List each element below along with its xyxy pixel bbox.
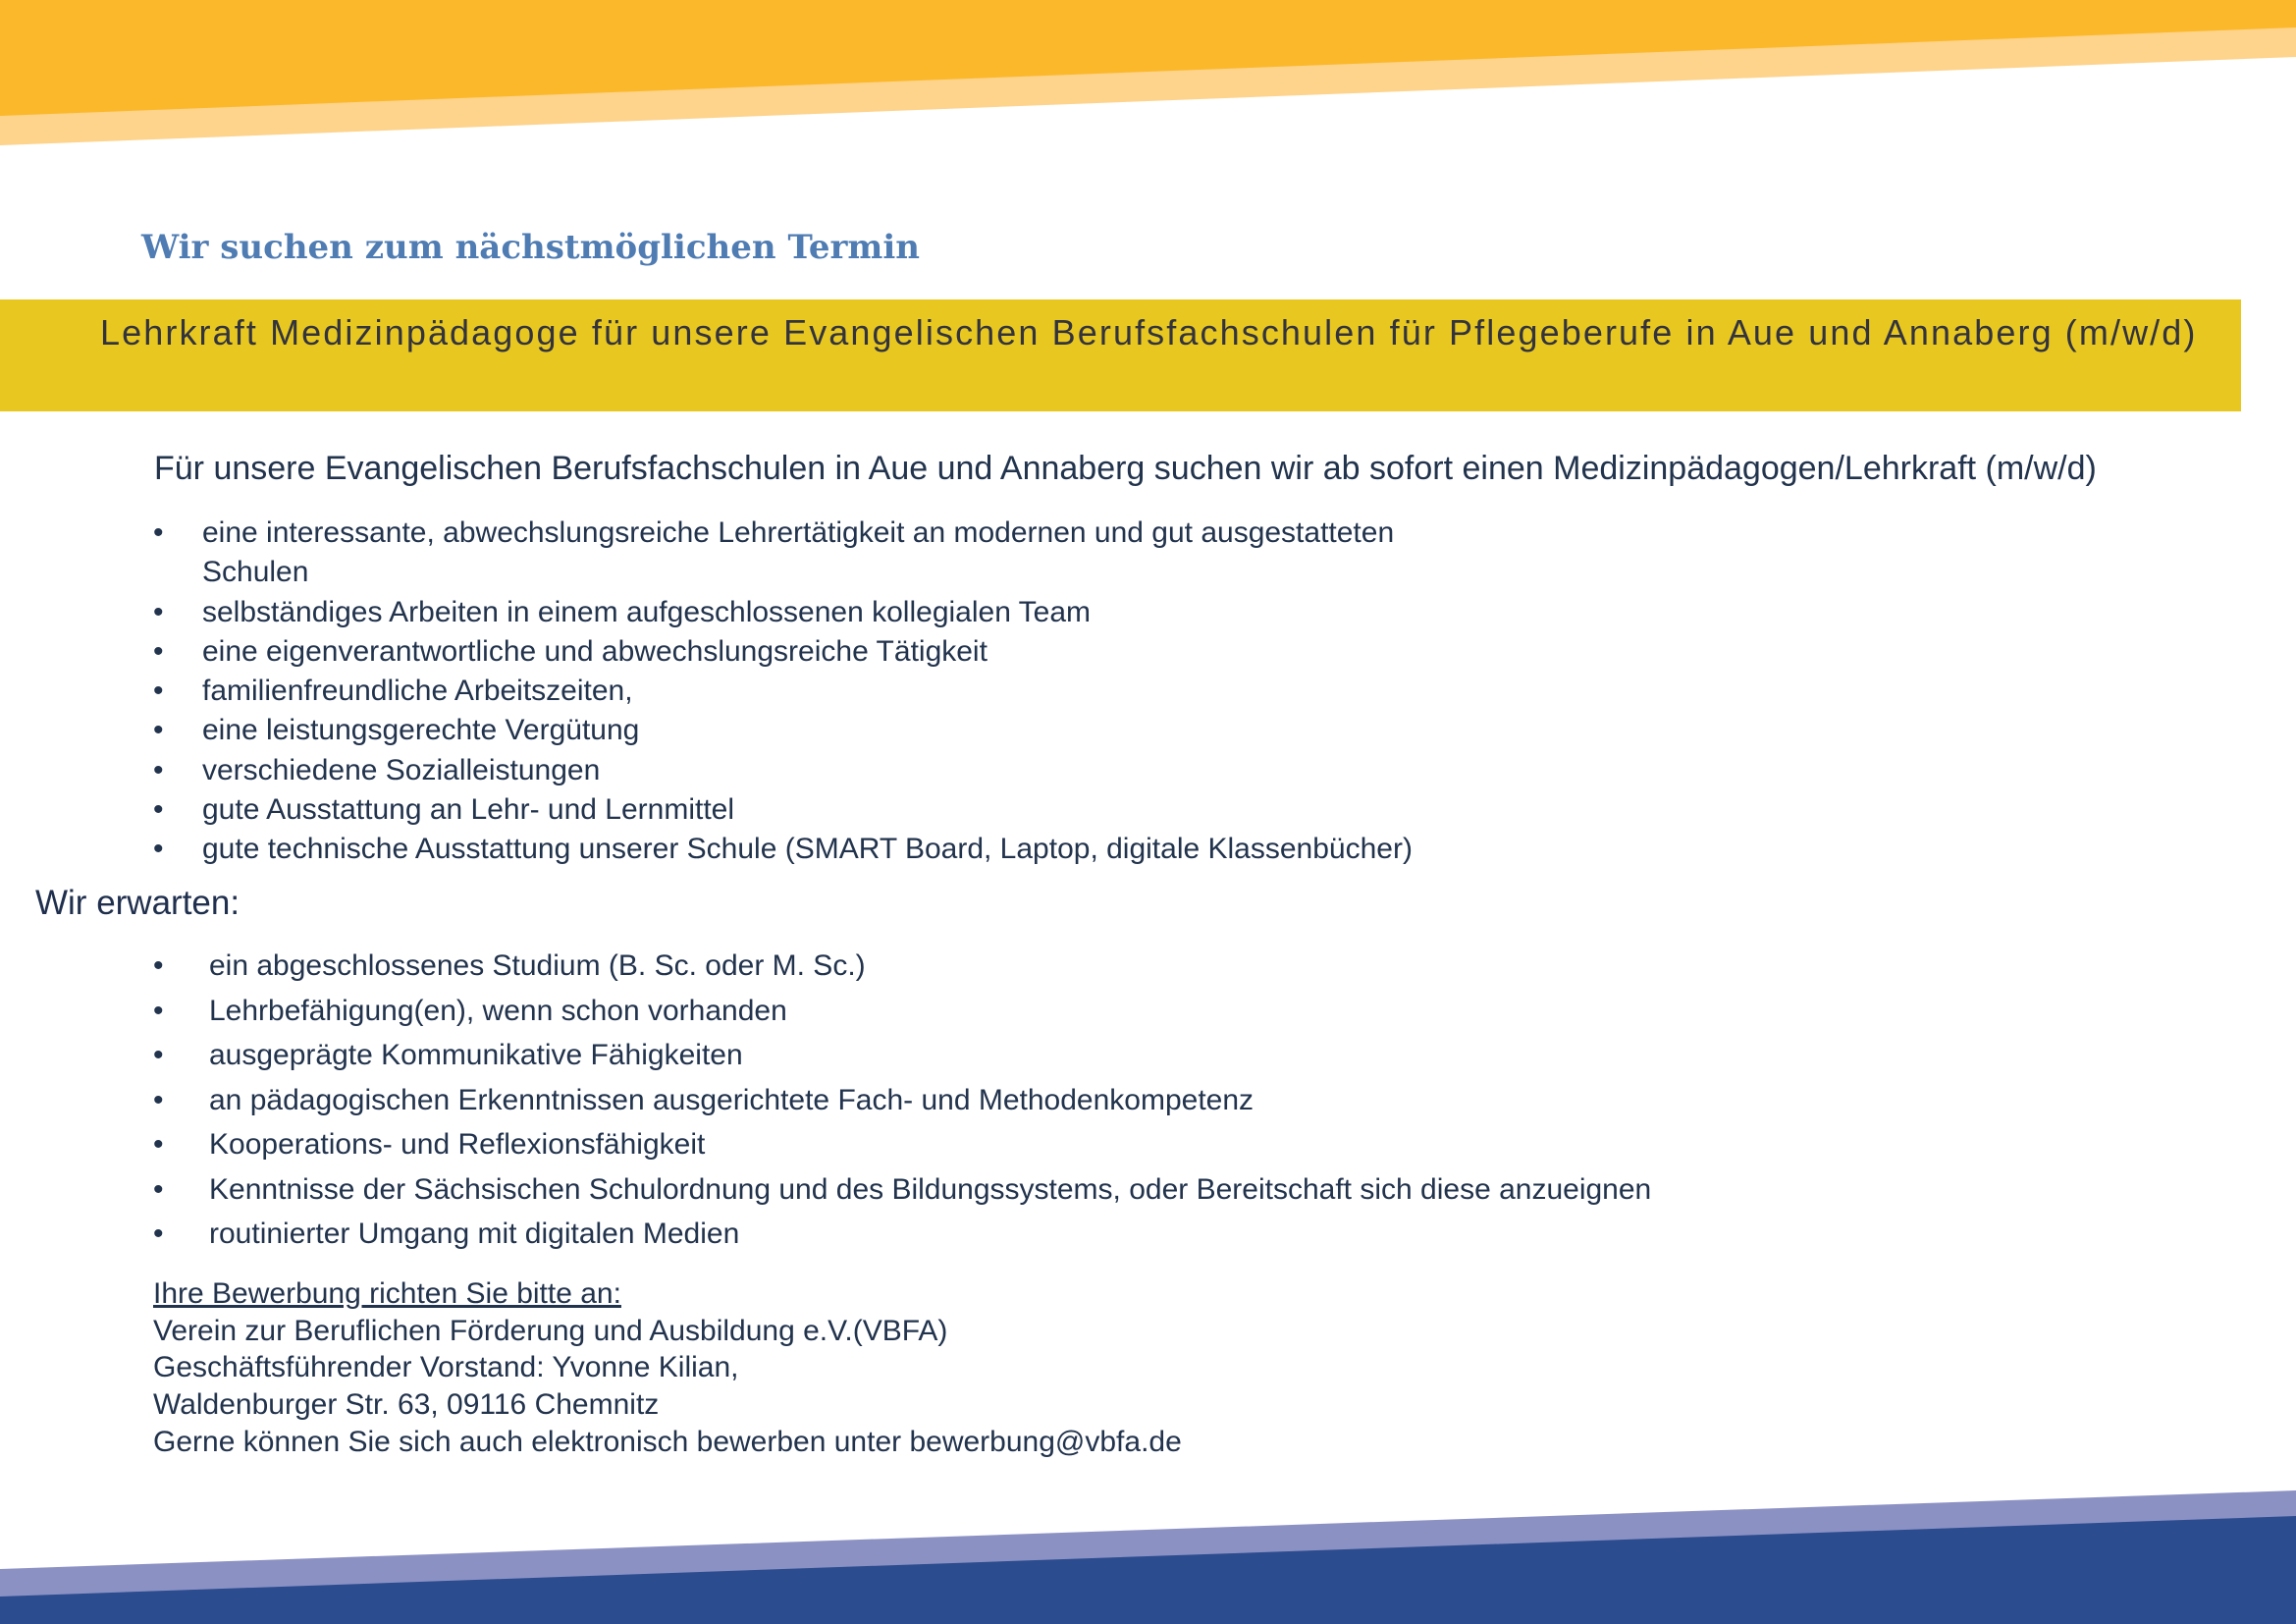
list-item-text: verschiedene Sozialleistungen	[202, 753, 601, 786]
bullet-icon: •	[153, 675, 164, 708]
offer-intro: Für unsere Evangelischen Berufsfachschulen in Aue und Annaberg suchen wir ab sofort einen Medizinpädagogen/Lehrkraft (m/w/d)	[154, 450, 2097, 487]
list-item-text: selbständiges Arbeiten in einem aufgeschlossenen kollegialen Team	[202, 595, 1092, 628]
job-title: Lehrkraft Medizinpädagoge für unsere Evangelischen Berufsfachschulen für Pflegeberufe in Aue und Annaberg (m/w/d)	[100, 312, 2198, 352]
list-item-text: Lehrbefähigung(en), wenn schon vorhanden	[209, 994, 787, 1027]
list-item	[153, 514, 1413, 593]
contact-organization: Verein zur Beruflichen Förderung und Ausbildung e.V.(VBFA)	[153, 1314, 948, 1347]
list-item	[153, 1122, 1651, 1167]
contact-heading: Ihre Bewerbung richten Sie bitte an:	[153, 1277, 621, 1310]
bullet-icon: •	[153, 1083, 164, 1116]
list-item	[153, 632, 1413, 672]
bottom-band-light	[0, 1490, 2296, 1624]
bullet-icon: •	[153, 1128, 164, 1161]
list-item-text: eine interessante, abwechslungsreiche Lehrertätigkeit an modernen und gut ausgestatteten	[202, 516, 1395, 549]
offer-list	[153, 514, 1413, 870]
contact-board: Geschäftsführender Vorstand: Yvonne Kilian,	[153, 1351, 739, 1384]
list-item-text: gute Ausstattung an Lehr- und Lernmittel	[202, 793, 735, 827]
list-item-text: an pädagogischen Erkenntnissen ausgerichtete Fach- und Methodenkompetenz	[209, 1083, 1255, 1116]
list-item	[153, 672, 1413, 711]
bullet-icon: •	[153, 793, 164, 827]
list-item-text: gute technische Ausstattung unserer Schule (SMART Board, Laptop, digitale Klassenbücher)	[202, 833, 1413, 866]
top-band-light	[0, 0, 2296, 145]
list-item-text: routinierter Umgang mit digitalen Medien	[209, 1218, 740, 1250]
expectations-heading: Wir erwarten:	[35, 884, 240, 922]
bullet-icon: •	[153, 833, 164, 866]
list-item	[153, 830, 1413, 869]
bullet-icon: •	[153, 634, 164, 668]
bullet-icon: •	[153, 1172, 164, 1206]
list-item-text: Kooperations- und Reflexionsfähigkeit	[209, 1128, 706, 1161]
list-item	[153, 1033, 1651, 1078]
list-item-text: eine eigenverantwortliche und abwechslungsreiche Tätigkeit	[202, 634, 988, 668]
list-item	[153, 593, 1413, 632]
bullet-icon: •	[153, 949, 164, 982]
contact-block	[153, 1275, 1182, 1461]
bullet-icon: •	[153, 516, 164, 549]
list-item-text: Kenntnisse der Sächsischen Schulordnung und des Bildungssystems, oder Bereitschaft sich diese anzueignen	[209, 1172, 1652, 1206]
list-item-text-continued: Schulen	[202, 556, 309, 589]
list-item	[153, 711, 1413, 750]
list-item	[153, 1078, 1651, 1123]
contact-email-line: Gerne können Sie sich auch elektronisch bewerben unter bewerbung@vbfa.de	[153, 1425, 1182, 1458]
top-decorative-band	[0, 0, 2296, 157]
bullet-icon: •	[153, 1039, 164, 1071]
list-item	[153, 944, 1651, 989]
expectations-list	[153, 944, 1651, 1257]
list-item	[153, 790, 1413, 830]
top-band	[0, 0, 2296, 116]
bullet-icon: •	[153, 595, 164, 628]
bottom-decorative-band	[0, 1473, 2296, 1624]
bullet-icon: •	[153, 994, 164, 1027]
bullet-icon: •	[153, 1218, 164, 1250]
list-item	[153, 989, 1651, 1034]
list-item	[153, 1167, 1651, 1213]
bullet-icon: •	[153, 753, 164, 786]
list-item-text: ein abgeschlossenes Studium (B. Sc. oder M. Sc.)	[209, 949, 866, 982]
bullet-icon: •	[153, 714, 164, 747]
contact-address: Waldenburger Str. 63, 09116 Chemnitz	[153, 1388, 660, 1422]
bottom-band	[0, 1516, 2296, 1624]
list-item-text: ausgeprägte Kommunikative Fähigkeiten	[209, 1039, 743, 1071]
list-item	[153, 751, 1413, 790]
list-item	[153, 1212, 1651, 1257]
list-item-text: familienfreundliche Arbeitszeiten,	[202, 675, 633, 708]
list-item-text: eine leistungsgerechte Vergütung	[202, 714, 640, 747]
intro-heading: Wir suchen zum nächstmöglichen Termin	[141, 228, 921, 267]
